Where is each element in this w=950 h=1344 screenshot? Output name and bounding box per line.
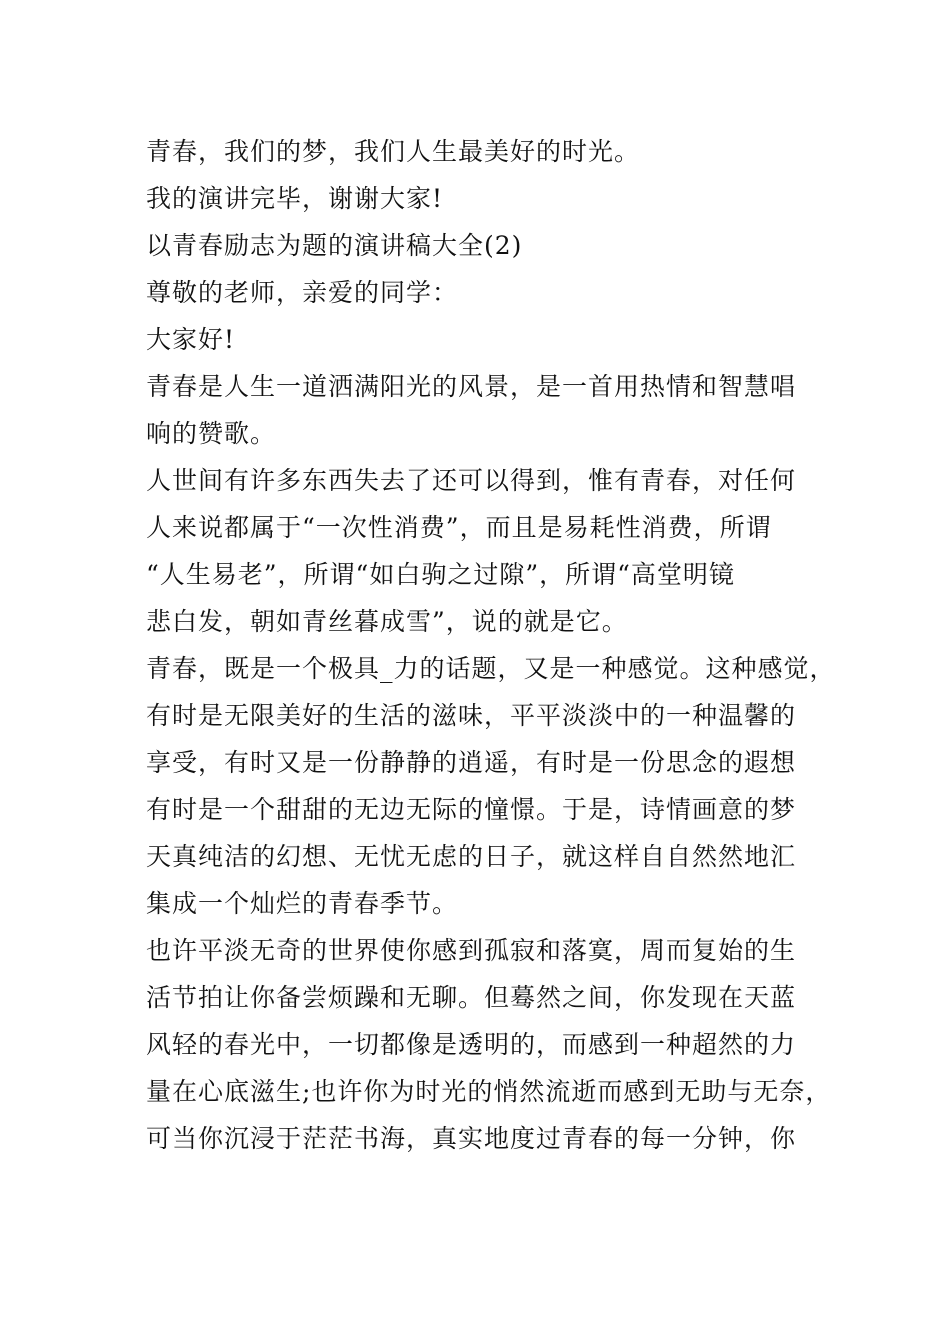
text-line: 享受，有时又是一份静静的逍遥，有时是一份思念的遐想 bbox=[146, 748, 797, 777]
text-line: 青春是人生一道洒满阳光的风景，是一首用热情和智慧唱 bbox=[146, 372, 797, 401]
text-line: 人世间有许多东西失去了还可以得到，惟有青春，对任何 bbox=[146, 466, 797, 495]
text-line: 量在心底滋生;也许你为时光的悄然流逝而感到无助与无奈， bbox=[146, 1077, 832, 1106]
text-line: 天真纯洁的幻想、无忧无虑的日子，就这样自自然然地汇 bbox=[146, 842, 797, 871]
section-title: 以青春励志为题的演讲稿大全(2) bbox=[146, 231, 523, 260]
text-line: 青春，既是一个极具_力的话题，又是一种感觉。这种感觉， bbox=[146, 654, 836, 683]
text-line: 可当你沉浸于茫茫书海，真实地度过青春的每一分钟，你 bbox=[146, 1124, 797, 1153]
text-line: 集成一个灿烂的青春季节。 bbox=[146, 889, 459, 918]
text-line: 我的演讲完毕，谢谢大家! bbox=[146, 184, 444, 213]
greeting: 大家好! bbox=[146, 325, 236, 354]
text-line: “人生易老”，所谓“如白驹之过隙”，所谓“高堂明镜 bbox=[146, 560, 735, 589]
text-line: 也许平淡无奇的世界使你感到孤寂和落寞，周而复始的生 bbox=[146, 936, 797, 965]
text-line: 风轻的春光中，一切都像是透明的，而感到一种超然的力 bbox=[146, 1030, 797, 1059]
text-line: 响的赞歌。 bbox=[146, 419, 277, 448]
document-body bbox=[146, 128, 836, 1162]
text-line: 活节拍让你备尝烦躁和无聊。但蓦然之间，你发现在天蓝 bbox=[146, 983, 797, 1012]
text-line: 人来说都属于“一次性消费”，而且是易耗性消费，所谓 bbox=[146, 513, 772, 542]
text-line: 有时是一个甜甜的无边无际的憧憬。于是，诗情画意的梦 bbox=[146, 795, 797, 824]
text-line: 青春，我们的梦，我们人生最美好的时光。 bbox=[146, 137, 641, 166]
text-line: 悲白发，朝如青丝暮成雪”，说的就是它。 bbox=[146, 607, 628, 636]
salutation: 尊敬的老师，亲爱的同学： bbox=[146, 278, 459, 307]
text-line: 有时是无限美好的生活的滋味，平平淡淡中的一种温馨的 bbox=[146, 701, 797, 730]
